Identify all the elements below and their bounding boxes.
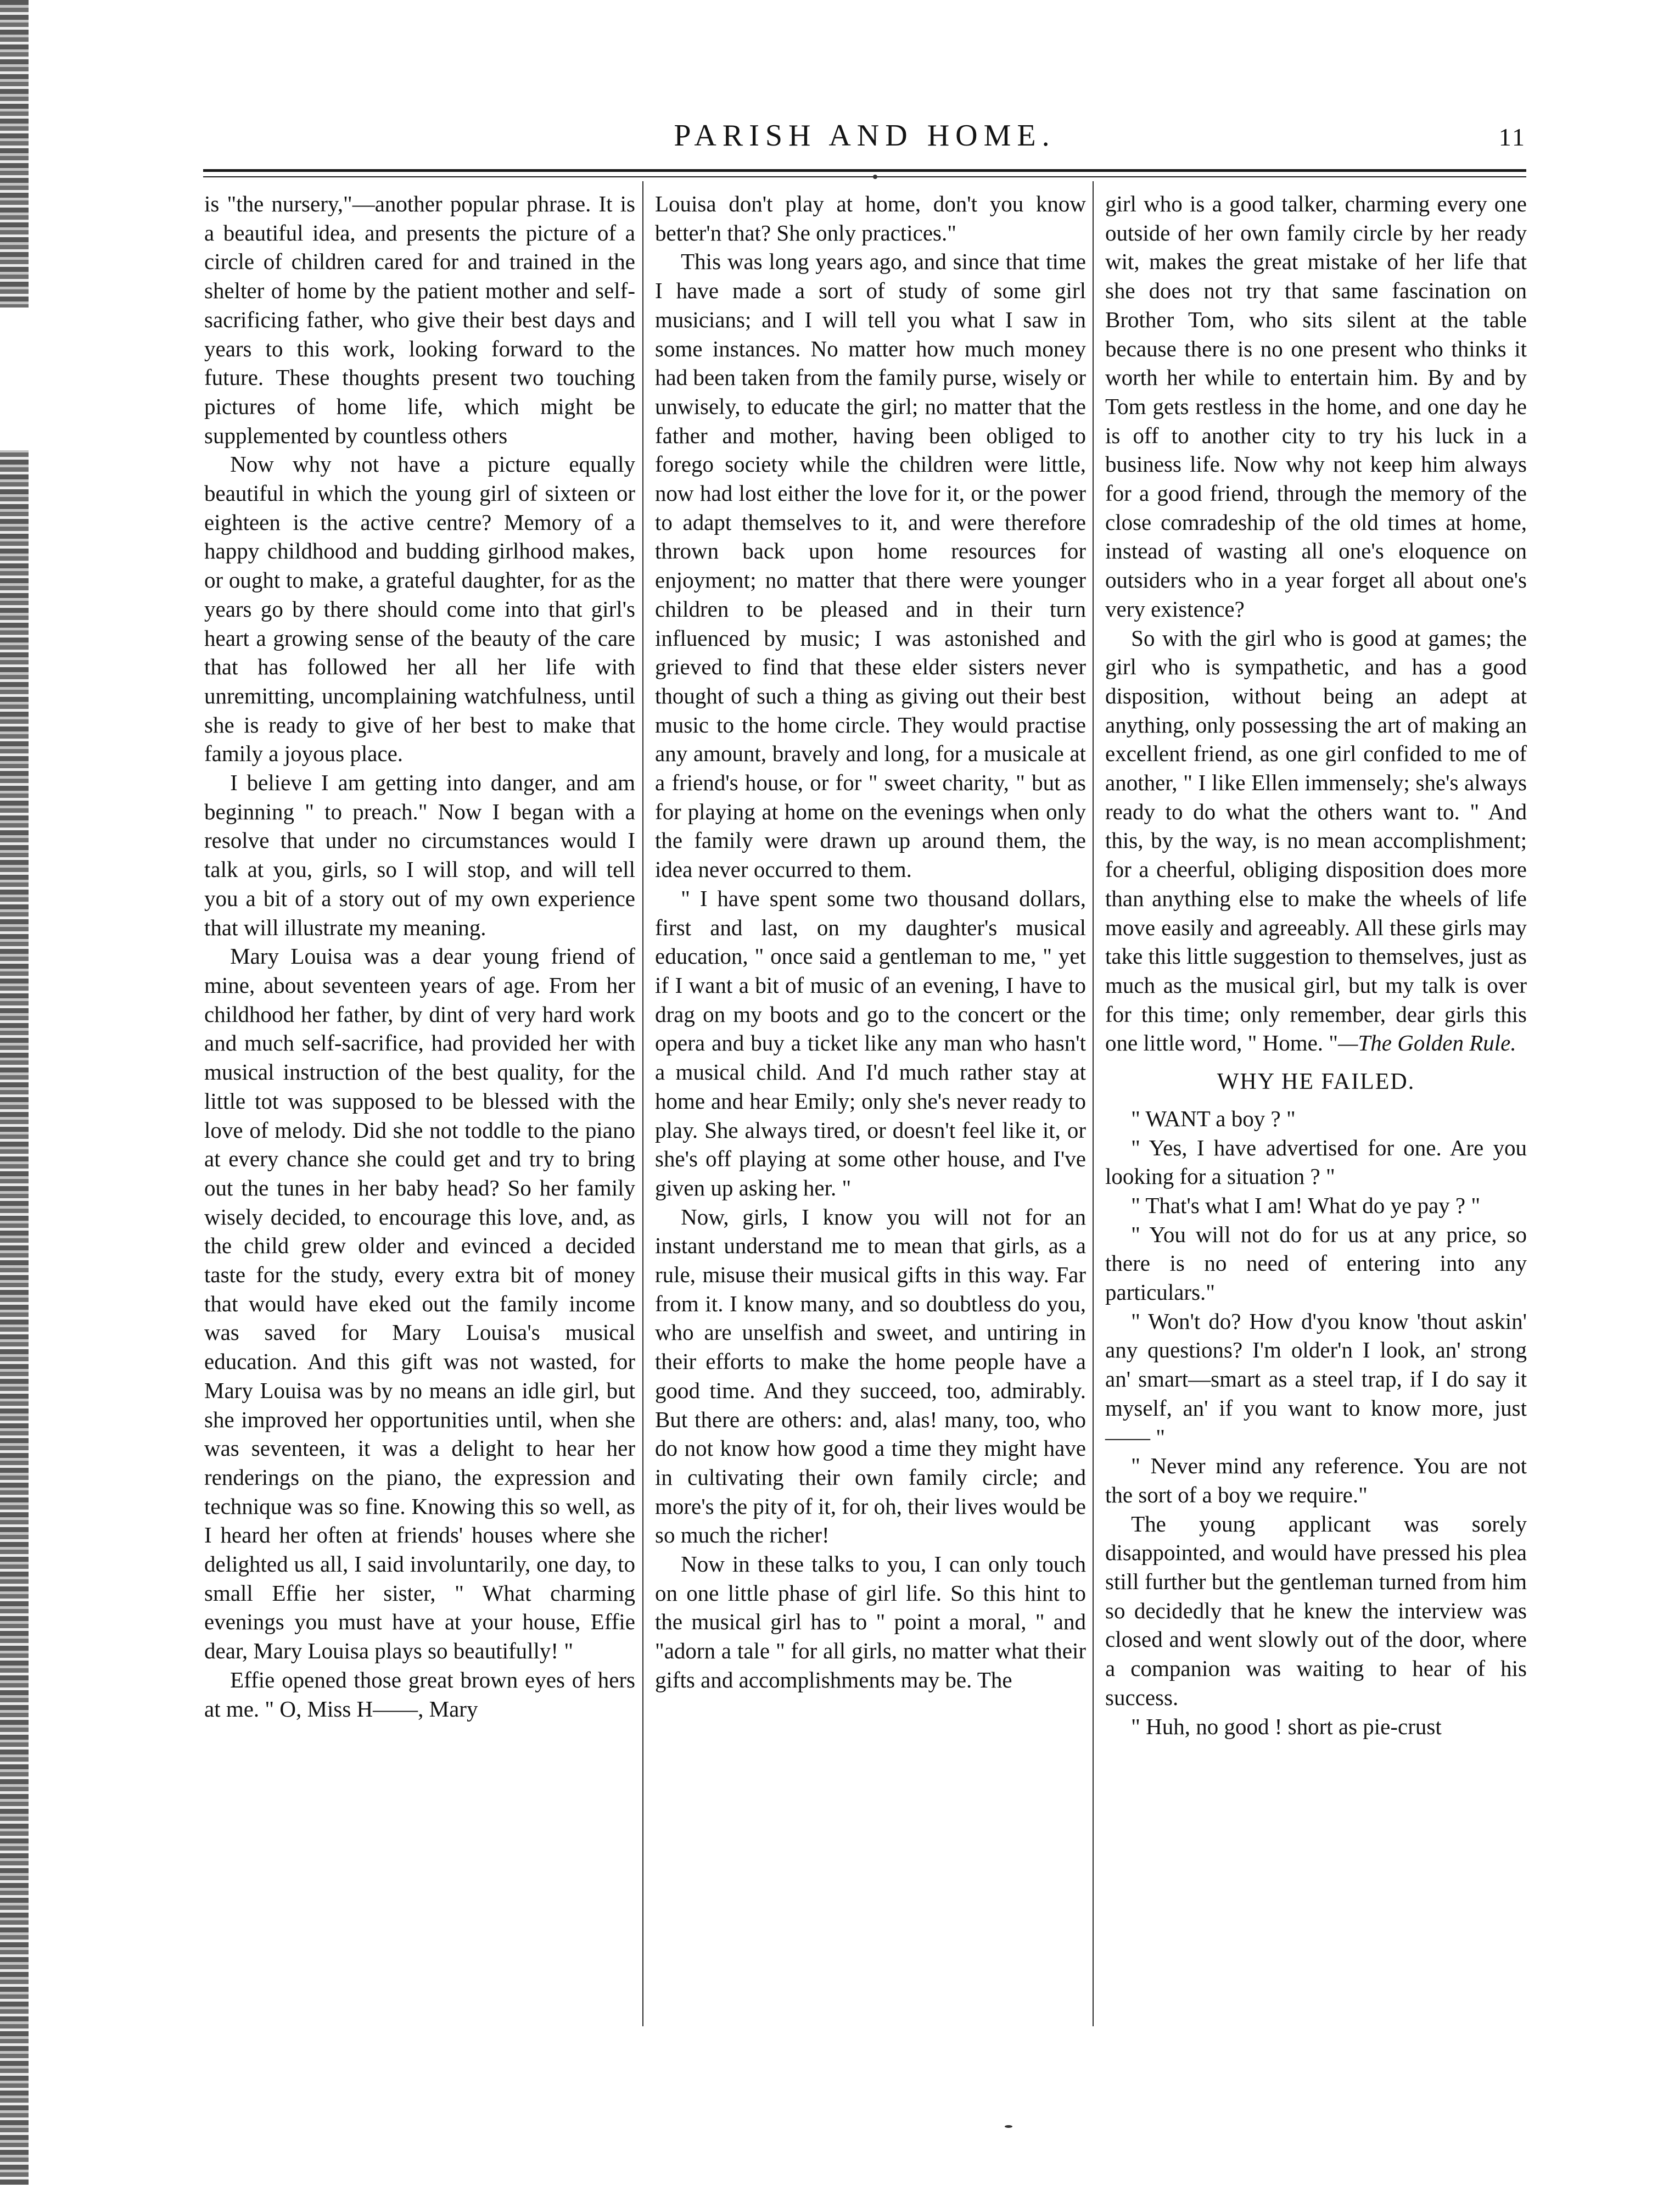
paragraph: Now why not have a picture equally beautiful in which the young girl of sixteen or eighteen is the active centre? Memory of a happy childhood and budding girlhood makes, or ought to make, a grateful daughter, for as the years go by there should come into that girl's heart a growing sense of the beauty of the care that has followed her all her life with unremitting, uncomplaining watchfulness, until she is ready to give of her best to make that family a joyous place. (204, 451, 635, 767)
paragraph: I believe I am getting into danger, and am beginning " to preach." Now I began with a resolve that under no circumstances would I talk at you, girls, so I will stop, and will tell you a bit of a story out of my own experience that will illustrate my meaning. (204, 770, 635, 940)
paragraph: " Yes, I have advertised for one. Are you looking for a situation ? " (1105, 1135, 1527, 1189)
paragraph: " Won't do? How d'you know 'thout askin' any questions? I'm older'n I look, an' strong an' smart—smart as a steel trap, if I do say it myself, an' if you want to know more, just —— " (1105, 1308, 1527, 1450)
paragraph: " WANT a boy ? " (1131, 1105, 1296, 1131)
column-1 (204, 189, 635, 1723)
header-rule-thin (203, 176, 1526, 177)
paragraph: " You will not do for us at any price, so there is no need of entering into any particulars." (1105, 1221, 1527, 1305)
column-2 (655, 189, 1086, 1695)
attribution: —The Golden Rule. (1338, 1030, 1516, 1056)
paragraph: is "the nursery,"—another popular phrase. It is a beautiful idea, and presents the picture of a circle of children cared for and trained in the shelter of home by the patient mother and self-sacrificing father, who give their best days and years to this work, looking forward to the future. These thoughts present two touching pictures of home life, which might be supplemented by countless others (204, 191, 635, 448)
page-header (203, 118, 1526, 167)
page-number: 11 (1498, 123, 1526, 151)
paragraph: Louisa don't play at home, don't you know better'n that? She only practices." (655, 191, 1086, 245)
paragraph: Effie opened those great brown eyes of hers at me. " O, Miss H——, Mary (204, 1667, 635, 1722)
paragraph (1105, 624, 1527, 1058)
column-divider-1 (642, 181, 643, 2026)
scan-edge-gap (0, 308, 29, 450)
paragraph: " I have spent some two thousand dollars, first and last, on my daughter's musical education, " once said a gentleman to me, " yet if I want a bit of music of an evening, I have to drag on my boots and go to the concert or the opera and buy a ticket like any man who hasn't a musical child. And I'd much rather stay at home and hear Emily; only she's never ready to play. She always tired, or doesn't feel like it, or she's off playing at some other house, and I've given up asking her. " (655, 885, 1086, 1200)
scan-speck (873, 175, 877, 179)
column-3 (1105, 189, 1527, 1741)
paragraph: The young applicant was sorely disappointed, and would have pressed his plea still further but the gentleman turned from him so decidedly that he knew the interview was closed and went slowly out of the door, where a companion was waiting to hear of his success. (1105, 1511, 1527, 1710)
paragraph: Mary Louisa was a dear young friend of mine, about seventeen years of age. From her childhood her father, by dint of very hard work and much self-sacrifice, had provided her with musical instruction of the best quality, for the little tot was supposed to be blessed with the love of melody. Did she not toddle to the piano at every chance she could get and try to bring out the tunes in her baby head? So her family wisely decided, to encourage this love, and, as the child grew older and evinced a decided taste for the study, every extra bit of money that would have eked out the family income was saved for Mary Louisa's musical education. And this gift was not wasted, for Mary Louisa was by no means an idle girl, but she improved her opportunities until, when she was seventeen, it was a delight to hear her renderings on the piano, the expression and technique was so fine. Knowing this so well, as I heard her often at friends' houses where she delighted us all, I said involuntarily, one day, to small Effie her sister, " What charming evenings you must have at your house, Effie dear, Mary Louisa plays so beautifully! " (204, 943, 635, 1664)
paragraph: " Never mind any reference. You are not the sort of a boy we require." (1105, 1453, 1527, 1507)
paragraph: Now in these talks to you, I can only touch on one little phase of girl life. So this hint to the musical girl has to " point a moral, " and "adorn a tale " for all girls, no matter what their gifts and accomplishments may be. The (655, 1551, 1086, 1692)
paragraph: This was long years ago, and since that time I have made a sort of study of some girl musicians; and I will tell you what I saw in some instances. No matter how much money had been taken from the family purse, wisely or unwisely, to educate the girl; no matter that the father and mother, having been obliged to forego society while the children were little, now had lost either the love for it, or the power to adapt themselves to it, and were therefore thrown back upon home resources for enjoyment; no matter that there were younger children to be pleased and in their turn influenced by music; I was astonished and grieved to find that these elder sisters never thought of such a thing as giving out their best music to the home circle. They would practise any amount, bravely and long, for a musicale at a friend's house, or for " sweet charity, " but as for playing at home on the evenings when only the family were drawn up around them, the idea never occurred to them. (655, 249, 1086, 882)
paragraph: girl who is a good talker, charming every one outside of her own family circle by her ready wit, makes the great mistake of her life that she does not try that same fascination on Brother Tom, who sits silent at the table because there is no one present who thinks it worth her while to entertain him. By and by Tom gets restless in the home, and one day he is off to another city to try his luck in a business life. Now why not keep him always for a good friend, through the memory of the close comradeship of the old times at home, instead of wasting all one's eloquence on outsiders who in a year forget all about one's very existence? (1105, 191, 1527, 622)
scan-speck (1005, 2125, 1012, 2128)
paragraph: " Huh, no good ! short as pie-crust (1131, 1713, 1442, 1739)
column-divider-2 (1093, 181, 1094, 2026)
paragraph: " That's what I am! What do ye pay ? " (1131, 1192, 1481, 1218)
section-title: WHY HE FAILED. (1217, 1069, 1415, 1095)
paragraph-text: So with the girl who is good at games; the girl who is sympathetic, and has a good disposition, without being an adept at anything, only possessing the art of making an excellent friend, as one girl confided to me of another, " I like Ellen immensely; she's always ready to do what the others want to. " And this, by the way, is no mean accomplishment; for a cheerful, obliging disposition does more than anything else to make the wheels of life move easily and agreeably. All these girls may take this little suggestion to themselves, just as much as the musical girl, but my talk is over for this time; only remember, dear girls this one little word, " Home. " (1105, 625, 1527, 1056)
header-rule-thick (203, 169, 1526, 172)
running-head: PARISH AND HOME. (674, 119, 1056, 153)
paragraph: Now, girls, I know you will not for an instant understand me to mean that girls, as a rule, misuse their musical gifts in this way. Far from it. I know many, and so doubtless do you, who are unselfish and sweet, and untiring in their efforts to make the home people have a good time. And they succeed, too, admirably. But there are others: and, alas! many, too, who do not know how good a time they might have in cultivating their own family circle; and more's the pity of it, for oh, their lives would be so much the richer! (655, 1204, 1086, 1548)
